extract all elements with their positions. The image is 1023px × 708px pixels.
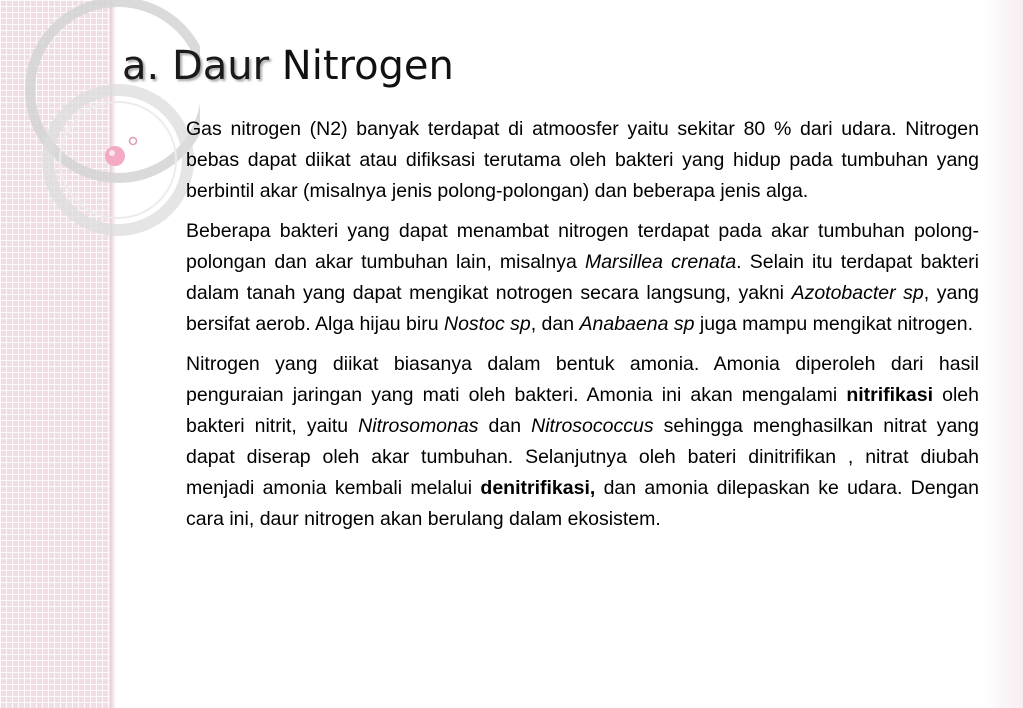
paragraph-text: dan amonia dilepaskan ke udara. Dengan cara ini, daur nitrogen akan berulang dalam ekosistem. [186, 477, 979, 530]
paragraph-text: oleh bakteri nitrit, yaitu [186, 384, 980, 437]
page-title [122, 40, 454, 92]
paragraph-text: sehingga menghasilkan nitrat yang dapat diserap oleh akar tumbuhan. Selanjutnya oleh bateri dinitrifikan , nitrat diubah menjadi amonia kembali melalui [186, 415, 979, 499]
paragraph-1 [186, 114, 979, 207]
paragraph-text: Gas nitrogen (N2) banyak terdapat di atmoosfer yaitu sekitar 80 % dari udara. Nitrogen bebas dapat diikat atau difiksasi terutama oleh bakteri yang hidup pada tumbuhan yang berbintil akar (misalnya jenis polong-polongan) dan beberapa jenis alga. [186, 118, 979, 202]
paragraph-text: dan [478, 415, 532, 437]
species-name: Marsillea crenata [584, 251, 737, 273]
species-name: Anabaena sp [579, 313, 695, 335]
title-main: Nitrogen [281, 43, 454, 89]
right-edge-shade [983, 0, 1023, 708]
key-term: denitrifikasi, [480, 477, 596, 499]
paragraph-text: Nitrogen yang diikat biasanya dalam bentuk amonia. Amonia diperoleh dari hasil penguraian jaringan yang mati oleh bakteri. Amonia ini akan mengalami [186, 353, 979, 406]
ring-decoration-icon [0, 0, 200, 260]
paragraph-text: Beberapa bakteri yang dapat menambat nitrogen terdapat pada akar tumbuhan polong-polongan dan akar tumbuhan lain, misalnya [186, 220, 979, 273]
key-term: nitrifikasi [846, 384, 934, 406]
species-name: Nitrosomonas [358, 415, 479, 437]
small-ring-icon [130, 138, 137, 145]
paragraph-text: . Selain itu terdapat bakteri dalam tanah yang dapat mengikat notrogen secara langsung, yakni [186, 251, 980, 304]
species-name: Nostoc sp [444, 313, 531, 335]
pink-bead-icon [105, 146, 125, 166]
paragraph-text: , dan [530, 313, 580, 335]
slide-body [186, 114, 979, 544]
paragraph-text: juga mampu mengikat nitrogen. [694, 313, 974, 335]
title-prefix: a. Daur [122, 43, 270, 89]
species-name: Azotobacter sp [791, 282, 924, 304]
paragraph-text: , yang bersifat aerob. Alga hijau biru [186, 282, 980, 335]
species-name: Nitrosococcus [531, 415, 654, 437]
paragraph-3 [186, 349, 979, 535]
paragraph-2 [186, 216, 979, 340]
